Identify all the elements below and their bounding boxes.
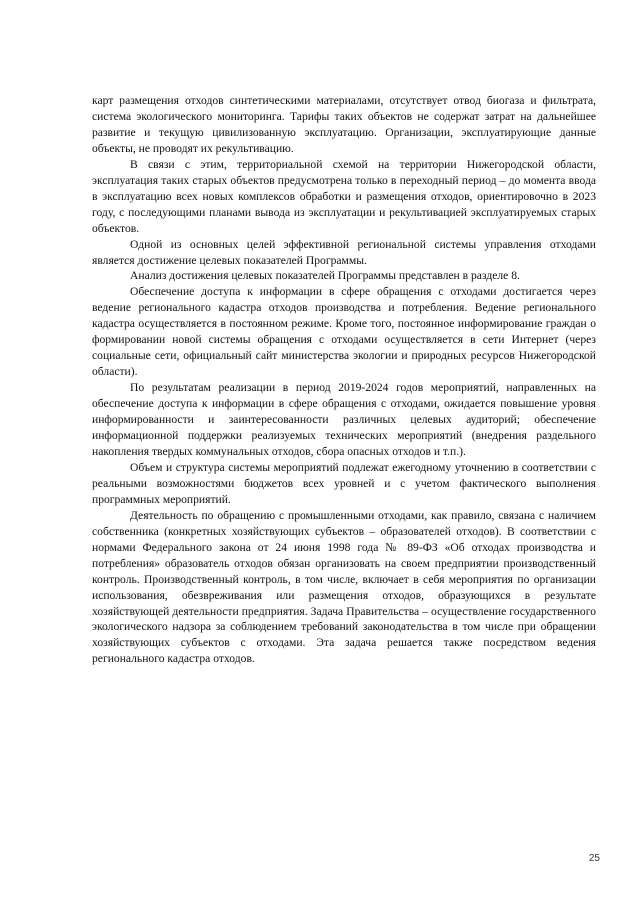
paragraph-3: Одной из основных целей эффективной региональной системы управления отходами является достижение целевых показателей Программы.: [92, 237, 596, 267]
body-text: [92, 93, 596, 667]
paragraph-5: Обеспечение доступа к информации в сфере обращения с отходами достигается через ведение регионального кадастра отходов производства и потребления. Ведение регионального кадастра осуществляется в постоянном режиме. Кроме того, постоянное информирование граждан о формировании новой системы обращения с отходами осуществляется в сети Интернет (через социальные сети, официальный сайт министерства экологии и природных ресурсов Нижегородской области).: [92, 285, 596, 379]
page-number: 25: [588, 853, 600, 864]
paragraph-2: В связи с этим, территориальной схемой на территории Нижегородской области, эксплуатация таких старых объектов предусмотрена только в переходный период – до момента ввода в эксплуатацию всех новых комплексов обработки и размещения отходов, ориентировочно в 2023 году, с последующими планами вывода из эксплуатации и рекультивацией эксплуатируемых старых объектов.: [92, 157, 596, 235]
paragraph-7: Объем и структура системы мероприятий подлежат ежегодному уточнению в соответствии с реальными возможностями бюджетов всех уровней и с учетом фактического выполнения программных мероприятий.: [92, 460, 596, 506]
paragraph-1: карт размещения отходов синтетическими материалами, отсутствует отвод биогаза и фильтрата, система экологического мониторинга. Тарифы таких объектов не содержат затрат на дальнейшее развитие и текущую цивилизованную эксплуатацию. Организации, эксплуатирующие данные объекты, не проводят их рекультивацию.: [92, 94, 596, 155]
paragraph-6: По результатам реализации в период 2019-2024 годов мероприятий, направленных на обеспечение доступа к информации в сфере обращения с отходами, ожидается повышение уровня информированности и заинтересованности различных целевых аудиторий; обеспечение информационной поддержки реализуемых технических мероприятий (внедрения раздельного накопления твердых коммунальных отходов, сбора опасных отходов и т.п.).: [92, 381, 596, 458]
paragraph-8: Деятельность по обращению с промышленными отходами, как правило, связана с наличием собственника (конкретных хозяйствующих субъектов – образователей отходов). В соответствии с нормами Федерального закона от 24 июня 1998 года № 89-ФЗ «Об отходах производства и потребления» образователь отходов обязан организовать на своем предприятии производственный контроль. Производственный контроль, в том числе, включает в себя мероприятия по организации использования, обезвреживания или размещения отходов, образующихся в результате хозяйствующей деятельности предприятия. Задача Правительства – осуществление государственного экологического надзора за соблюдением требований законодательства в том числе при обращении хозяйствующих субъектов с отходами. Эта задача решается также посредством ведения регионального кадастра отходов.: [92, 508, 596, 666]
paragraph-4: Анализ достижения целевых показателей Программы представлен в разделе 8.: [130, 269, 520, 283]
